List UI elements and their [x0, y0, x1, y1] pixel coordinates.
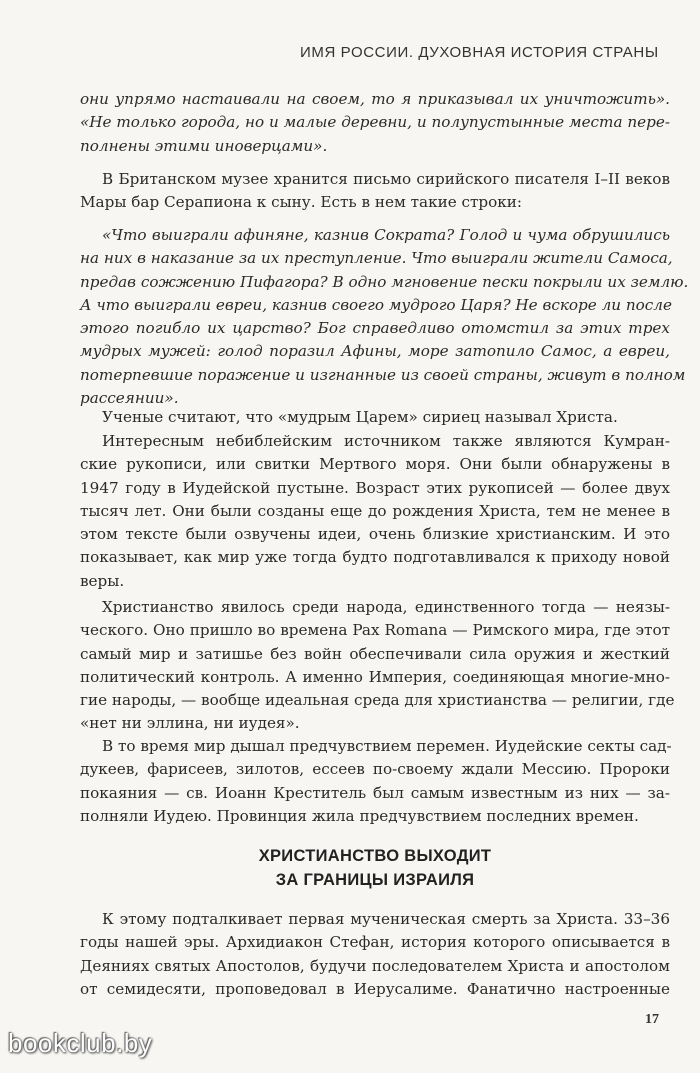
text-line: они упрямо настаивали на своем, то я приказывал их уничтожить». [80, 90, 670, 108]
text-line: Деяниях святых Апостолов, будучи последователем Христа и апостолом [80, 956, 670, 975]
text-line: «нет ни эллина, ни иудея». [80, 714, 300, 733]
text-line: веры. [80, 571, 125, 590]
text-line: годы нашей эры. Архидиакон Стефан, история которого описывается в [80, 933, 670, 952]
text-line: Христианство явилось среди народа, единственного тогда — неязы- [102, 598, 670, 616]
heading-line: ХРИСТИАНСТВО ВЫХОДИТ [258, 847, 492, 865]
section-heading [80, 844, 670, 892]
text-line: дукеев, фарисеев, зилотов, ессеев по-своему ждали Мессию. Пророки [80, 760, 670, 779]
text-line: гие народы, — вообще идеальная среда для христианства — религии, где [80, 691, 675, 710]
paragraph-qumran [80, 430, 670, 593]
text-line: от семидесяти, проповедовал в Иерусалиме. Фанатично настроенные [80, 979, 670, 998]
text-line: В Британском музее хранится письмо сирийского писателя I–II веков [102, 170, 670, 188]
text-line: политический контроль. А именно Империя, соединяющая многие-мно- [80, 667, 670, 686]
text-line: ческого. Оно пришло во времена Pax Romana — Римского мира, где этот [80, 621, 670, 640]
text-line: покаяния — св. Иоанн Креститель был самым известным из них — за- [80, 783, 670, 802]
quote-letter [80, 224, 689, 410]
paragraph-scholars [80, 406, 670, 429]
page-number: 17 [645, 1012, 659, 1027]
paragraph-stephen [80, 908, 670, 1001]
text-line: Ученые считают, что «мудрым Царем» сириец называл Христа. [102, 408, 618, 426]
running-header: ИМЯ РОССИИ. ДУХОВНАЯ ИСТОРИЯ СТРАНЫ [300, 44, 659, 61]
text-line: на них в наказание за их преступление. Что выиграли жители Самоса, [80, 249, 673, 268]
text-line: К этому подталкивает первая мученическая смерть за Христа. 33–36 [102, 910, 670, 928]
watermark: bookclub.by [8, 1028, 153, 1058]
text-line: рассеянии». [80, 389, 179, 408]
text-line: Мары бар Серапиона к сыну. Есть в нем такие строки: [80, 193, 523, 212]
paragraph-christianity [80, 596, 675, 736]
text-line: А что выиграли евреи, казнив своего мудрого Царя? Не вскоре ли после [80, 295, 672, 314]
text-line: этого погибло их царство? Бог справедливо отомстил за этих трех [80, 319, 670, 338]
text-line: мудрых мужей: голод поразил Афины, море затопило Самос, а евреи, [80, 342, 670, 361]
paragraph-world [80, 735, 670, 828]
text-line: «Не только города, но и малые деревни, и полупустынные места пере- [80, 113, 670, 132]
text-line: предав сожжению Пифагора? В одно мгновение пески покрыли их землю. [80, 272, 689, 291]
text-line: 1947 году в Иудейской пустыне. Возраст этих рукописей — более двух [80, 478, 670, 497]
text-line: самый мир и затишье без войн обеспечивали сила оружия и жесткий [80, 644, 670, 663]
text-line: тысяч лет. Они были созданы еще до рождения Христа, тем не менее в [80, 501, 670, 520]
text-line: Интересным небиблейским источником также являются Кумран- [102, 432, 670, 450]
paragraph-museum [80, 168, 670, 215]
text-line: полнены этими иноверцами». [80, 136, 328, 155]
quote-top [80, 88, 670, 158]
text-line: полняли Иудею. Провинция жила предчувствием последних времен. [80, 806, 639, 825]
text-line: В то время мир дышал предчувствием перемен. Иудейские секты сад- [102, 737, 672, 755]
text-line: ские рукописи, или свитки Мертвого моря. Они были обнаружены в [80, 455, 670, 474]
text-line: показывает, как мир уже тогда будто подготавливался к приходу новой [80, 548, 670, 567]
text-line: этом тексте были озвучены идеи, очень близкие христианским. И это [80, 525, 670, 544]
text-line: потерпевшие поражение и изгнанные из своей страны, живут в полном [80, 365, 686, 384]
heading-line: ЗА ГРАНИЦЫ ИЗРАИЛЯ [275, 871, 475, 889]
text-line: «Что выиграли афиняне, казнив Сократа? Голод и чума обрушились [102, 226, 670, 244]
